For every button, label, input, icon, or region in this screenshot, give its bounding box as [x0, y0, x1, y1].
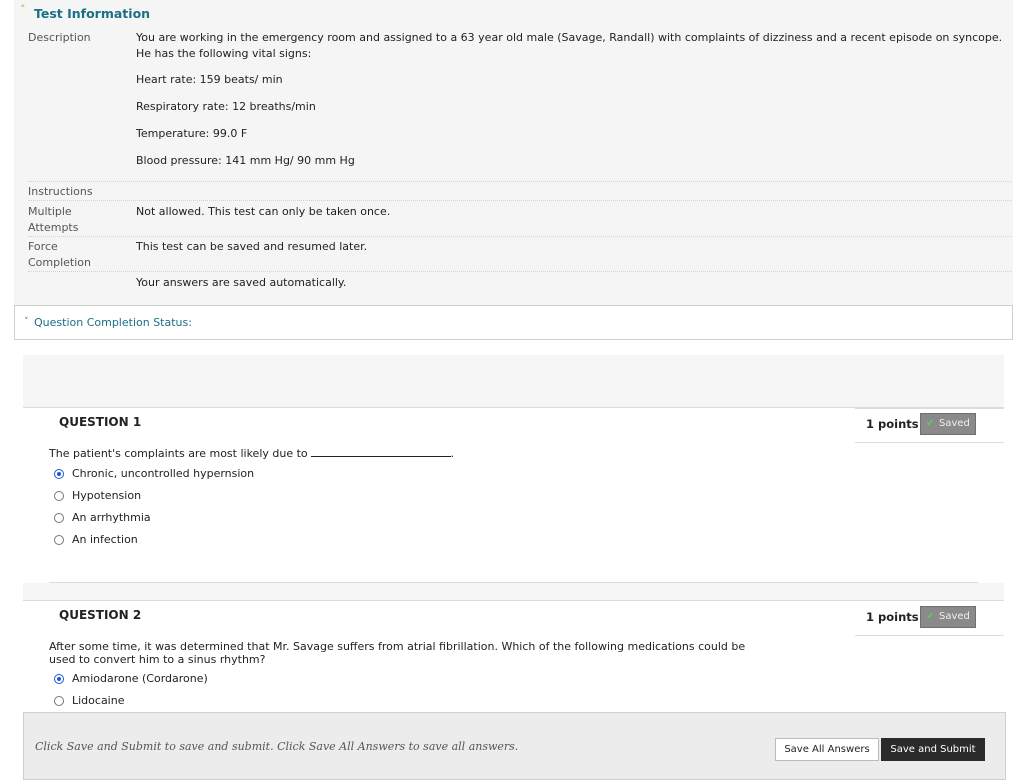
points-divider [855, 408, 1004, 409]
check-icon: ✔ [926, 611, 935, 622]
option-label: An infection [72, 533, 138, 546]
question-1-points: 1 points [866, 417, 919, 431]
radio-selected[interactable] [54, 469, 64, 479]
radio[interactable] [54, 491, 64, 501]
multiple-attempts-label: Multiple Attempts [28, 205, 79, 234]
force-completion-label: Force Completion [28, 240, 92, 269]
radio[interactable] [54, 535, 64, 545]
chevron-down-icon: ˅ [24, 317, 29, 327]
test-information-toggle[interactable] [20, 3, 151, 21]
check-icon: ✔ [926, 418, 935, 429]
force-completion-value: This test can be saved and resumed later. [136, 240, 368, 253]
question-2-points: 1 points [866, 610, 919, 624]
radio[interactable] [54, 513, 64, 523]
vital-respiratory-rate: Respiratory rate: 12 breaths/min [136, 100, 316, 113]
chevron-up-icon: ˄ [20, 3, 26, 16]
force-completion-row [28, 237, 1012, 272]
option-label: Lidocaine [72, 694, 125, 707]
vital-temperature: Temperature: 99.0 F [136, 127, 248, 140]
question-1-text [49, 447, 769, 460]
description-row [28, 28, 1012, 182]
submit-footer [23, 712, 1006, 780]
vital-heart-rate: Heart rate: 159 beats/ min [136, 73, 283, 86]
description-text: You are working in the emergency room and assigned to a 63 year old male (Savage, Randall) with complaints of dizziness and a recent episode on syncope. He has the following vital signs: [136, 31, 1003, 60]
answer-blank [311, 448, 451, 457]
question-completion-status-label: Question Completion Status: [34, 316, 192, 329]
multiple-attempts-row [28, 201, 1012, 237]
question-1-prompt-end: . [450, 447, 455, 460]
question-divider [49, 582, 978, 583]
question-1-header: QUESTION 1 [59, 415, 142, 429]
question-completion-status[interactable] [14, 305, 1013, 340]
footer-message: Click Save and Submit to save and submit. Click Save All Answers to save all answers. [35, 740, 519, 753]
save-all-answers-button[interactable]: Save All Answers [775, 738, 879, 761]
question-2-header: QUESTION 2 [59, 608, 142, 622]
save-and-submit-button[interactable]: Save and Submit [881, 738, 985, 761]
test-information-panel [14, 0, 1013, 305]
question-1-saved-badge: ✔ Saved [920, 413, 976, 435]
question-2-saved-badge: ✔ Saved [920, 606, 976, 628]
option-label: Hypotension [72, 489, 142, 502]
multiple-attempts-value: Not allowed. This test can only be taken once. [136, 205, 391, 218]
vital-blood-pressure: Blood pressure: 141 mm Hg/ 90 mm Hg [136, 154, 355, 167]
question-2 [23, 600, 1004, 713]
question-1-prompt: The patient's complaints are most likely due to [49, 447, 308, 460]
option-label: An arrhythmia [72, 511, 151, 524]
option-label: Chronic, uncontrolled hypernsion [72, 467, 255, 480]
description-label: Description [28, 31, 91, 44]
points-divider-bottom [855, 635, 1004, 636]
question-2-text: After some time, it was determined that Mr. Savage suffers from atrial fibrillation. Which of the following medications could be used to convert him to a sinus rhythm? [49, 640, 746, 666]
autosave-note: Your answers are saved automatically. [136, 276, 347, 289]
points-divider-bottom [855, 442, 1004, 443]
question-1 [23, 407, 1004, 583]
option-label: Amiodarone (Cordarone) [72, 672, 208, 685]
test-information-title: Test Information [34, 6, 151, 21]
radio-selected[interactable] [54, 674, 64, 684]
instructions-row [28, 182, 1012, 201]
radio[interactable] [54, 696, 64, 706]
instructions-label: Instructions [28, 185, 93, 198]
